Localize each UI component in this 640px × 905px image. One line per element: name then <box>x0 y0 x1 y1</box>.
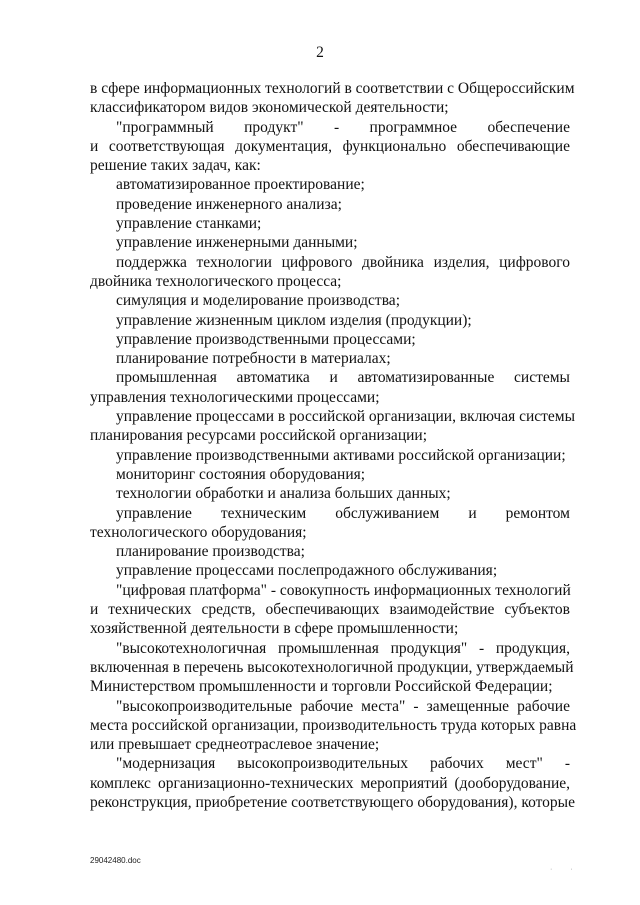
text-segment: и <box>90 137 99 155</box>
text-segment: техническим <box>220 504 307 522</box>
text-segment: промышленная <box>278 639 379 657</box>
text-line <box>90 426 570 445</box>
text-segment: цифрового <box>281 253 353 271</box>
text-segment: автоматика <box>236 369 310 387</box>
text-segment: "высокотехнологичная <box>116 639 267 657</box>
text-line <box>90 600 570 619</box>
text-line <box>90 118 570 137</box>
text-segment: и <box>468 504 477 522</box>
text-segment: документация, <box>235 137 333 155</box>
text-line <box>90 754 570 773</box>
text-line <box>90 214 570 233</box>
text-segment: обеспечивающие <box>456 137 570 155</box>
text-segment: цифрового <box>499 253 570 271</box>
text-segment: места российской организации, производительность труда которых равна <box>90 716 577 734</box>
text-segment: изделия, <box>433 253 490 271</box>
text-segment: классификатором видов экономической деятельности; <box>90 99 449 117</box>
text-segment: - <box>413 697 419 715</box>
text-line <box>90 388 570 407</box>
text-line <box>90 137 570 156</box>
text-line <box>90 156 570 175</box>
text-segment: планирование производства; <box>116 543 305 561</box>
text-segment: управление производственными активами российской организации; <box>116 446 566 464</box>
text-line <box>90 658 574 677</box>
text-segment: управление <box>116 504 192 522</box>
text-segment: двойника <box>362 253 424 271</box>
text-segment: продукция" <box>390 639 468 657</box>
text-line <box>90 98 570 117</box>
text-line <box>90 253 570 272</box>
text-segment: промышленная <box>116 369 217 387</box>
text-segment: системы <box>514 369 570 387</box>
text-line <box>90 407 576 426</box>
text-line <box>90 484 570 503</box>
text-line <box>90 639 570 658</box>
text-line <box>90 523 570 542</box>
text-segment: организационно-технических <box>157 774 354 792</box>
text-segment: технических <box>108 601 192 619</box>
text-segment: "модернизация <box>116 755 216 773</box>
text-segment: двойника технологического процесса; <box>90 272 342 290</box>
text-segment: субъектов <box>504 601 570 619</box>
text-line <box>90 504 570 523</box>
text-segment: планирования ресурсами российской организации; <box>90 427 428 445</box>
text-segment: "программный <box>116 118 214 136</box>
text-segment: ремонтом <box>505 504 570 522</box>
document-body <box>90 79 577 812</box>
text-segment: в сфере информационных технологий в соответствии с Общероссийским <box>90 80 575 97</box>
text-line <box>90 793 575 812</box>
text-line <box>90 542 570 561</box>
text-segment: технологического оборудования; <box>90 523 307 541</box>
text-segment: (дооборудование, <box>454 774 570 792</box>
text-line <box>90 272 570 291</box>
text-line <box>90 195 570 214</box>
text-line <box>90 774 570 793</box>
text-line <box>90 175 570 194</box>
text-line <box>90 465 570 484</box>
text-segment: поддержка <box>116 253 187 271</box>
corner-marks: · · <box>550 866 581 873</box>
text-segment: и <box>329 369 338 387</box>
text-line <box>90 311 570 330</box>
text-segment: симуляция и моделирование производства; <box>116 292 400 310</box>
text-segment: рабочие <box>300 697 354 715</box>
text-segment: технологии <box>196 253 272 271</box>
text-line <box>90 368 570 387</box>
text-line <box>90 330 570 349</box>
text-segment: технологии обработки и анализа больших данных; <box>116 485 451 503</box>
text-segment: мероприятий <box>360 774 448 792</box>
footer-filename: 29042480.doc <box>90 856 141 865</box>
text-segment: реконструкция, приобретение соответствующего оборудования), которые <box>90 793 575 811</box>
text-segment: обеспечивающих <box>265 601 380 619</box>
text-segment: управление процессами послепродажного обслуживания; <box>116 562 498 580</box>
text-segment: обеспечение <box>487 118 570 136</box>
text-segment: взаимодействие <box>389 601 495 619</box>
text-segment: замещенные <box>426 697 510 715</box>
text-segment: обслуживанием <box>335 504 440 522</box>
text-segment: комплекс <box>90 774 151 792</box>
text-segment: автоматизированное проектирование; <box>116 176 365 194</box>
text-segment: или превышает среднеотраслевое значение; <box>90 736 380 754</box>
text-line <box>90 79 575 98</box>
text-segment: мониторинг состояния оборудования; <box>116 465 366 483</box>
page-number: 2 <box>316 44 324 61</box>
text-segment: решение таких задач, как: <box>90 157 261 175</box>
text-segment: хозяйственной деятельности в сфере промышленности; <box>90 620 459 638</box>
text-segment: - <box>333 118 340 136</box>
text-segment: продукция, <box>495 639 570 657</box>
text-segment: управления технологическими процессами; <box>90 388 380 406</box>
text-segment: - <box>478 639 485 657</box>
text-segment: проведение инженерного анализа; <box>116 195 342 213</box>
text-segment: высокопроизводительных <box>237 755 408 773</box>
text-segment: автоматизированные <box>357 369 495 387</box>
text-line <box>90 349 570 368</box>
text-segment: управление инженерными данными; <box>116 234 358 252</box>
text-line <box>90 446 570 465</box>
text-line <box>90 291 570 310</box>
text-segment: средств, <box>201 601 256 619</box>
text-segment: соответствующая <box>108 137 225 155</box>
text-line <box>90 697 570 716</box>
text-segment: места" <box>361 697 406 715</box>
text-segment: Министерством промышленности и торговли Российской Федерации; <box>90 678 553 696</box>
text-segment: управление станками; <box>116 215 262 233</box>
text-line <box>90 735 570 754</box>
text-line <box>90 233 570 252</box>
text-segment: функционально <box>342 137 447 155</box>
text-segment: планирование потребности в материалах; <box>116 350 391 368</box>
text-segment: мест" <box>505 755 543 773</box>
text-line <box>90 619 570 638</box>
text-segment: рабочие <box>517 697 570 715</box>
text-segment: продукт" <box>244 118 304 136</box>
text-segment: программное <box>369 118 458 136</box>
text-line <box>90 677 570 696</box>
text-segment: рабочих <box>430 755 484 773</box>
text-line <box>90 561 570 580</box>
text-segment: управление жизненным циклом изделия (продукции); <box>116 311 472 329</box>
text-segment: "высокопроизводительные <box>116 697 293 715</box>
text-segment: включенная в перечень высокотехнологичной продукции, утверждаемый <box>90 658 574 676</box>
text-segment: и <box>90 601 99 619</box>
text-segment: управление производственными процессами; <box>116 330 416 348</box>
text-line <box>90 581 570 600</box>
text-segment: "цифровая платформа" - совокупность информационных технологий <box>116 581 571 599</box>
text-segment: - <box>564 755 570 773</box>
text-line <box>90 716 577 735</box>
text-segment: управление процессами в российской организации, включая системы <box>116 408 576 426</box>
